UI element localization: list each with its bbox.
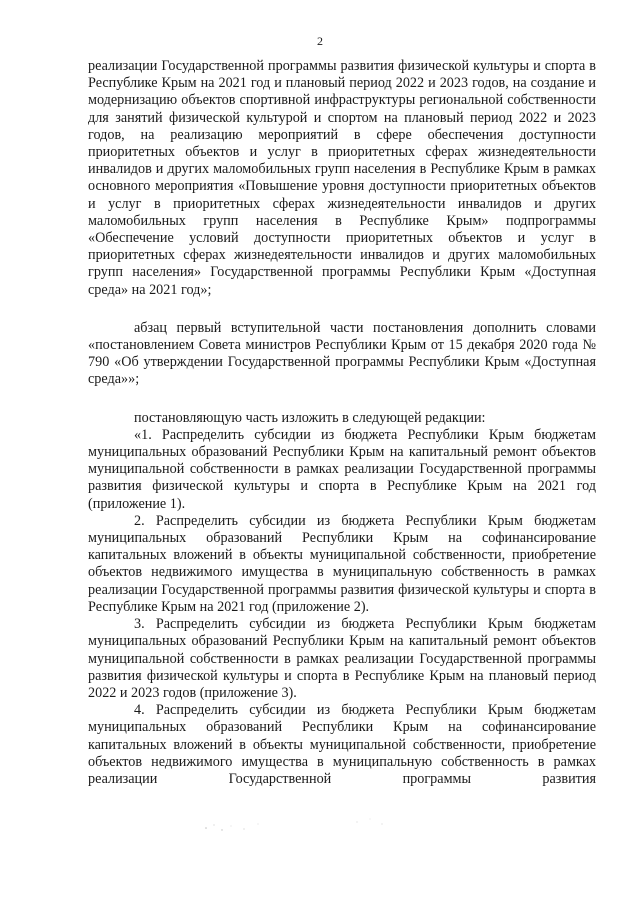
paragraph-item-4: 4. Распределить субсидии из бюджета Республики Крым бюджетам муниципальных образований Республики Крым на софинансирование капитальных вложений в объекты муниципальной собственности, приобретение объектов недвижимого имущества в муниципальную собственность в рамках реализации Государственной программы развития	[88, 702, 596, 787]
scan-speckle	[200, 820, 270, 834]
paragraph-item-3: 3. Распределить субсидии из бюджета Республики Крым бюджетам муниципальных образований Республики Крым на капитальный ремонт объектов муниципальной собственности в рамках реализации Государственной программы развития физической культуры и спорта в Республике Крым на плановый период 2022 и 2023 годов (приложение 3).	[88, 616, 596, 701]
page-number: 2	[317, 34, 323, 48]
document-body	[88, 58, 596, 788]
paragraph-item-1: «1. Распределить субсидии из бюджета Республики Крым бюджетам муниципальных образований Республики Крым на капитальный ремонт объектов муниципальной собственности в рамках реализации Государственной программы развития физической культуры и спорта в Республике Крым на 2021 год (приложение 1).	[88, 426, 596, 512]
scan-speckle-2	[352, 816, 392, 828]
paragraph-preamble-amendment: абзац первый вступительной части постановления дополнить словами «постановлением Совета министров Республики Крым от 15 декабря 2020 года № 790 «Об утверждении Государственной программы Республики Крым «Доступная среда»»;	[88, 319, 596, 388]
paragraph-item-2: 2. Распределить субсидии из бюджета Республики Крым бюджетам муниципальных образований Республики Крым на софинансирование капитальных вложений в объекты муниципальной собственности, приобретение объектов недвижимого имущества в муниципальную собственность в рамках реализации Государственной программы развития физической культуры и спорта в Республике Крым на 2021 год (приложение 2).	[88, 512, 596, 615]
paragraph-operative-intro: постановляющую часть изложить в следующей редакции:	[134, 409, 486, 426]
paragraph-continuation: реализации Государственной программы развития физической культуры и спорта в Республике Крым на 2021 год и плановый период 2022 и 2023 годов, на создание и модернизацию объектов спортивной инфраструктуры региональной собственности для занятий физической культурой и спортом на плановый период 2022 и 2023 годов, на реализацию мероприятий в сфере обеспечения доступности приоритетных объектов и услуг в приоритетных сферах жизнедеятельности инвалидов и других маломобильных групп населения в Республике Крым в рамках основного мероприятия «Повышение уровня доступности приоритетных объектов и услуг в приоритетных сферах жизнедеятельности инвалидов и других маломобильных групп населения в Республике Крым» подпрограммы «Обеспечение условий доступности приоритетных объектов и услуг в приоритетных сферах жизнедеятельности инвалидов и других маломобильных групп населения» Государственной программы Республики Крым «Доступная среда» на 2021 год»;	[88, 58, 596, 298]
